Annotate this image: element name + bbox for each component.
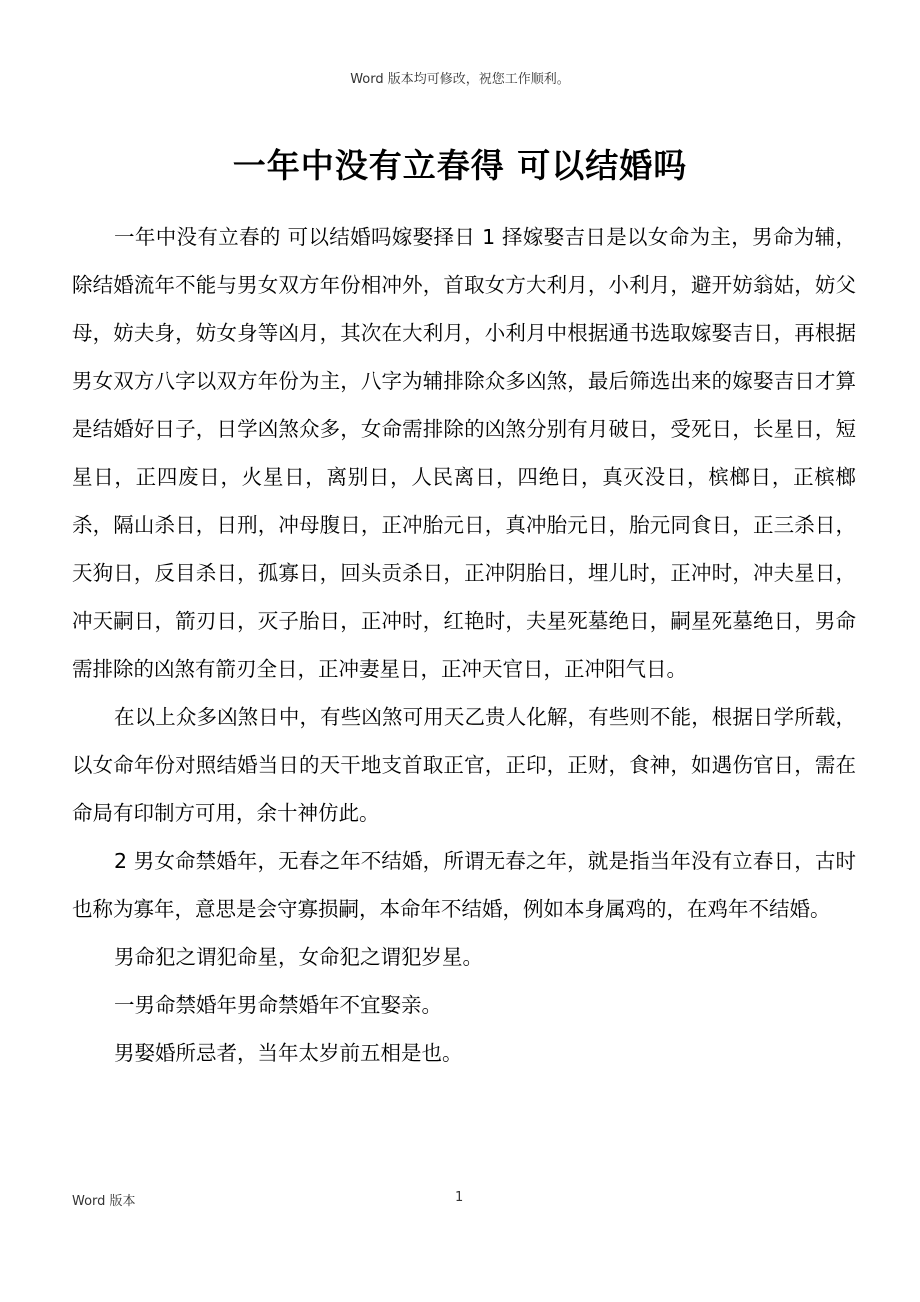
document-title: 一年中没有立春得 可以结婚吗 [232,146,688,185]
paragraph: 一年中没有立春的 可以结婚吗嫁娶择日 1 择嫁娶吉日是以女命为主，男命为辅，除结婚流年不能与男女双方年份相冲外，首取女方大利月，小利月，避开妨翁姑，妨父母，妨夫身，妨女身等凶月，其次在大利月，小利月中根据通书选取嫁娶吉日，再根据男女双方八字以双方年份为主，八字为辅排除众多凶煞，最后筛选出来的嫁娶吉日才算是结婚好日子，日学凶煞众多，女命需排除的凶煞分别有月破日，受死日，长星日，短星日，正四废日，火星日，离别日，人民离日，四绝日，真灭没日，槟榔日，正槟榔杀，隔山杀日，日刑，冲母腹日，正冲胎元日，真冲胎元日，胎元同食日，正三杀日，天狗日，反目杀日，孤寡日，回头贡杀日，正冲阴胎日，埋儿时，正冲时，冲夫星日，冲天嗣日，箭刃日，灭子胎日，正冲时，红艳时，夫星死墓绝日，嗣星死墓绝日，男命需排除的凶煞有箭刃全日，正冲妻星日，正冲天官日，正冲阳气日。 [72,225,856,681]
paragraph: 在以上众多凶煞日中，有些凶煞可用天乙贵人化解，有些则不能，根据日学所载，以女命年份对照结婚当日的天干地支首取正官，正印，正财，食神，如遇伤官日，需在命局有印制方可用，余十神仿此。 [72,705,856,825]
paragraph: 一男命禁婚年男命禁婚年不宜娶亲。 [114,993,442,1017]
page-number: 1 [455,1190,464,1205]
paragraph: 男命犯之谓犯命星，女命犯之谓犯岁星。 [114,945,483,969]
document-body [72,213,856,1077]
paragraph: 男娶婚所忌者，当年太岁前五相是也。 [114,1041,463,1065]
header-note: Word 版本均可修改，祝您工作顺利。 [350,72,570,87]
footer-label: Word 版本 [72,1194,136,1209]
paragraph: 2 男女命禁婚年，无春之年不结婚，所谓无春之年，就是指当年没有立春日，古时也称为寡年，意思是会守寡损嗣，本命年不结婚，例如本身属鸡的，在鸡年不结婚。 [72,849,856,921]
